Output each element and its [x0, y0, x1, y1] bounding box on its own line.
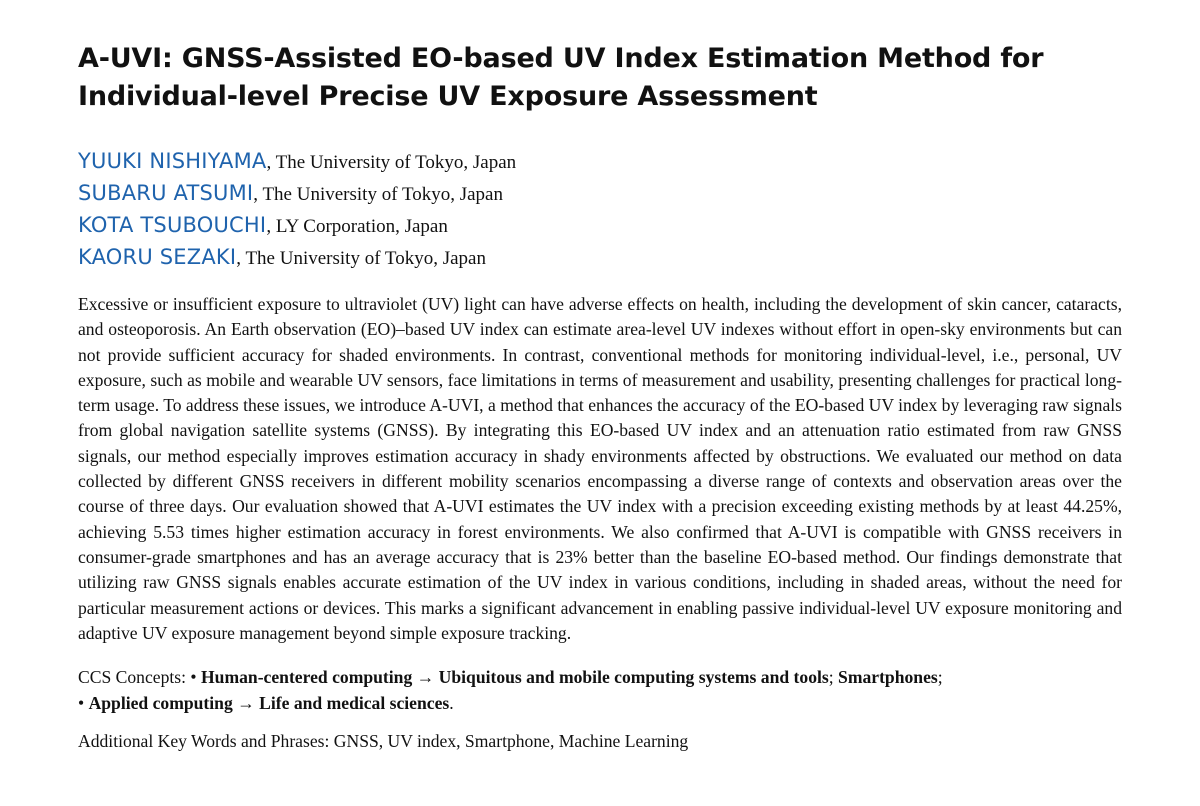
- ccs-end: .: [449, 692, 454, 713]
- author-affiliation: , LY Corporation, Japan: [266, 216, 448, 237]
- ccs-bullet: •: [78, 692, 89, 713]
- ccs-concept: Human-centered computing → Ubiquitous and mobile computing systems and tools: [200, 666, 829, 687]
- ccs-concepts: [78, 664, 1122, 716]
- author-affiliation: , The University of Tokyo, Japan: [253, 184, 503, 205]
- paper-title: [78, 40, 1122, 116]
- author-entry: [78, 145, 1122, 177]
- author-entry: [78, 209, 1122, 241]
- keywords-list: GNSS, UV index, Smartphone, Machine Learning: [333, 730, 689, 751]
- ccs-label: CCS Concepts:: [78, 666, 191, 687]
- author-entry: [78, 241, 1122, 273]
- author-name: KOTA TSUBOUCHI: [78, 213, 267, 237]
- keywords-label: Additional Key Words and Phrases:: [78, 730, 334, 751]
- paper-page: [78, 40, 1122, 754]
- ccs-bullet: •: [190, 666, 201, 687]
- author-name: SUBARU ATSUMI: [78, 181, 254, 205]
- title-line-1: A-UVI: GNSS-Assisted EO-based UV Index Estimation Method for: [78, 43, 1044, 74]
- title-line-2: Individual-level Precise UV Exposure Assessment: [78, 81, 818, 112]
- author-list: [78, 145, 1122, 273]
- author-entry: [78, 177, 1122, 209]
- author-affiliation: , The University of Tokyo, Japan: [236, 248, 486, 269]
- author-affiliation: , The University of Tokyo, Japan: [266, 152, 517, 173]
- author-name: KAORU SEZAKI: [78, 245, 237, 269]
- keywords: [78, 728, 1122, 754]
- ccs-separator: ;: [937, 666, 943, 687]
- ccs-concept: Smartphones: [838, 666, 938, 687]
- abstract: Excessive or insufficient exposure to ultraviolet (UV) light can have adverse effects on health, including the development of skin cancer, cataracts, and osteoporosis. An Earth observation (EO)–based UV index can estimate area-level UV indexes without effort in open-sky environments but can not provide sufficient accuracy for shaded environments. In contrast, conventional methods for monitoring individual-level, i.e., personal, UV exposure, such as mobile and wearable UV sensors, face limitations in terms of measurement and usability, presenting challenges for practical long-term usage. To address these issues, we introduce A-UVI, a method that enhances the accuracy of the EO-based UV index by leveraging raw signals from global navigation satellite systems (GNSS). By integrating this EO-based UV index and an attenuation ratio estimated from raw GNSS signals, our method especially improves estimation accuracy in shady environments affected by obstructions. We evaluated our method on data collected by different GNSS receivers in different mobility scenarios encompassing a diverse range of contexts and observation areas over the course of three days. Our evaluation showed that A-UVI estimates the UV index with a precision exceeding existing methods by at least 44.25%, achieving 5.53 times higher estimation accuracy in forest environments. We also confirmed that A-UVI is compatible with GNSS receivers in consumer-grade smartphones and has an average accuracy that is 23% better than the baseline EO-based method. Our findings demonstrate that utilizing raw GNSS signals enables accurate estimation of the UV index in various conditions, including in shaded areas, without the need for particular measurement actions or devices. This marks a significant advancement in enabling passive individual-level UV exposure monitoring and adaptive UV exposure management beyond simple exposure tracking.: [78, 294, 1122, 643]
- author-name: YUUKI NISHIYAMA: [78, 149, 267, 173]
- ccs-concept: Applied computing → Life and medical sciences: [88, 692, 450, 713]
- ccs-separator: ;: [828, 666, 839, 687]
